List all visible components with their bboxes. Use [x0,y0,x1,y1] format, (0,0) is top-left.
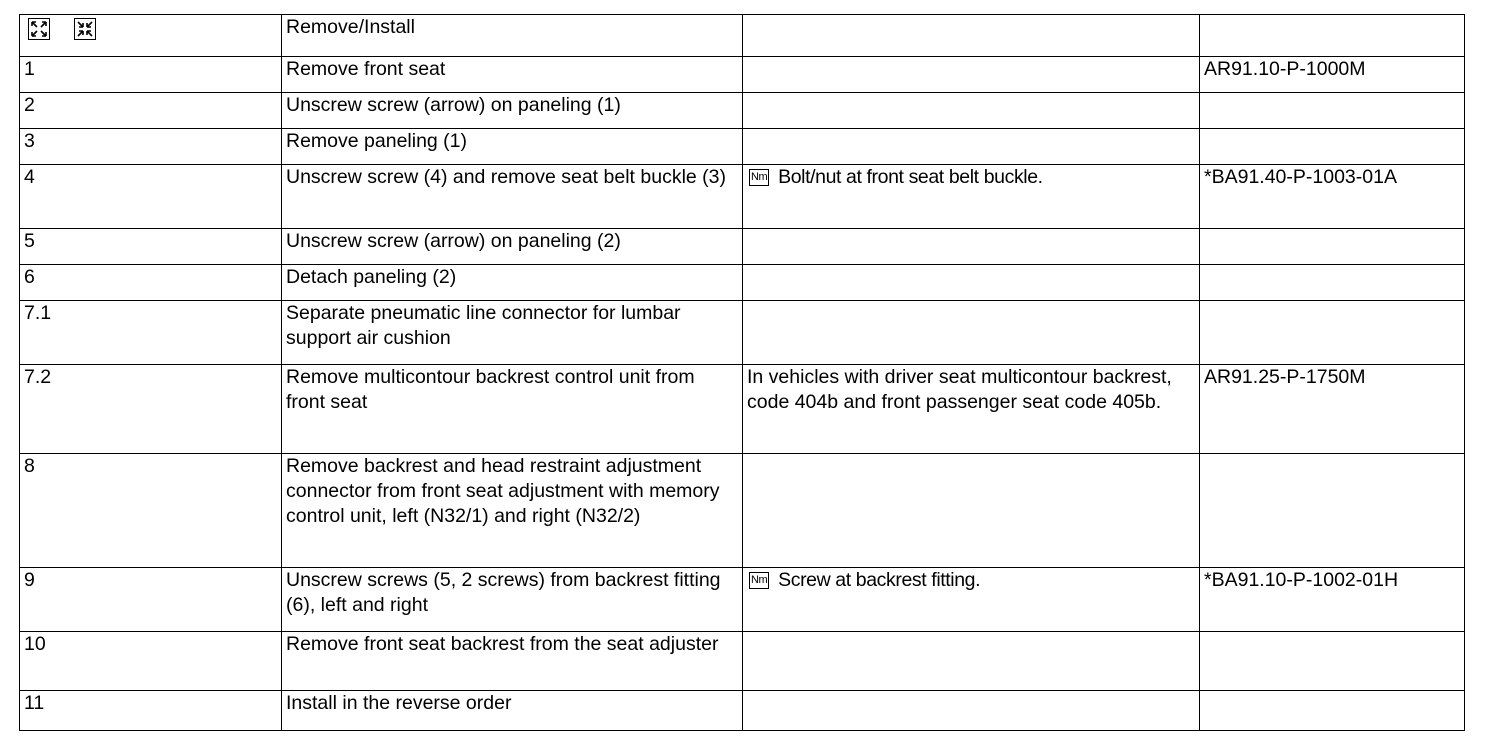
step-number: 11 [20,691,282,731]
step-reference-link[interactable]: AR91.10-P-1000M [1200,57,1465,93]
step-action: Remove backrest and head restraint adjustment connector from front seat adjustment with memory control unit, left (N32/1) and right (N32/2) [282,454,743,568]
step-reference-link[interactable]: AR91.25-P-1750M [1200,365,1465,454]
step-number: 7.2 [20,365,282,454]
step-note: In vehicles with driver seat multicontour backrest, code 404b and front passenger seat code 405b. [743,365,1200,454]
table-row [20,129,1465,165]
step-reference [1200,93,1465,129]
step-action: Unscrew screw (4) and remove seat belt buckle (3) [282,165,743,229]
step-note [743,454,1200,568]
procedure-table [19,14,1465,731]
collapse-icon[interactable] [74,18,96,40]
step-number: 4 [20,165,282,229]
table-row [20,301,1465,365]
table-row [20,265,1465,301]
header-icons-cell [20,15,282,57]
step-action: Remove multicontour backrest control unit from front seat [282,365,743,454]
table-row [20,229,1465,265]
table-row [20,632,1465,691]
step-reference [1200,454,1465,568]
table-row [20,365,1465,454]
step-reference-link[interactable]: *BA91.40-P-1003-01A [1200,165,1465,229]
step-action: Remove front seat backrest from the seat adjuster [282,632,743,691]
table-header-row [20,15,1465,57]
torque-nm-icon[interactable]: Nm [749,169,769,186]
step-note [743,632,1200,691]
table-row [20,165,1465,229]
step-reference [1200,632,1465,691]
table-row [20,93,1465,129]
step-note [743,691,1200,731]
step-note [743,165,1200,229]
step-action: Separate pneumatic line connector for lumbar support air cushion [282,301,743,365]
step-action: Remove paneling (1) [282,129,743,165]
step-note [743,129,1200,165]
step-note [743,568,1200,632]
step-number: 1 [20,57,282,93]
table-row [20,454,1465,568]
step-action: Unscrew screw (arrow) on paneling (2) [282,229,743,265]
step-action: Detach paneling (2) [282,265,743,301]
step-reference-link[interactable]: *BA91.10-P-1002-01H [1200,568,1465,632]
step-action: Unscrew screw (arrow) on paneling (1) [282,93,743,129]
torque-note-link[interactable]: Bolt/nut at front seat belt buckle. [778,166,1043,188]
step-number: 7.1 [20,301,282,365]
step-number: 2 [20,93,282,129]
table-row [20,568,1465,632]
step-number: 5 [20,229,282,265]
step-reference [1200,691,1465,731]
step-note [743,301,1200,365]
step-number: 9 [20,568,282,632]
table-row [20,57,1465,93]
step-number: 6 [20,265,282,301]
step-action: Unscrew screws (5, 2 screws) from backrest fitting (6), left and right [282,568,743,632]
step-action: Remove front seat [282,57,743,93]
torque-nm-icon[interactable]: Nm [749,572,769,589]
torque-note-link[interactable]: Screw at backrest fitting. [778,569,981,591]
step-number: 10 [20,632,282,691]
step-reference [1200,129,1465,165]
step-reference [1200,229,1465,265]
header-empty-cell [1200,15,1465,57]
header-title: Remove/Install [282,15,743,57]
step-number: 3 [20,129,282,165]
step-note [743,93,1200,129]
table-row [20,691,1465,731]
step-reference [1200,265,1465,301]
step-note [743,265,1200,301]
step-reference [1200,301,1465,365]
step-note [743,229,1200,265]
step-action: Install in the reverse order [282,691,743,731]
header-empty-cell [743,15,1200,57]
step-number: 8 [20,454,282,568]
expand-icon[interactable] [28,18,50,40]
step-note [743,57,1200,93]
